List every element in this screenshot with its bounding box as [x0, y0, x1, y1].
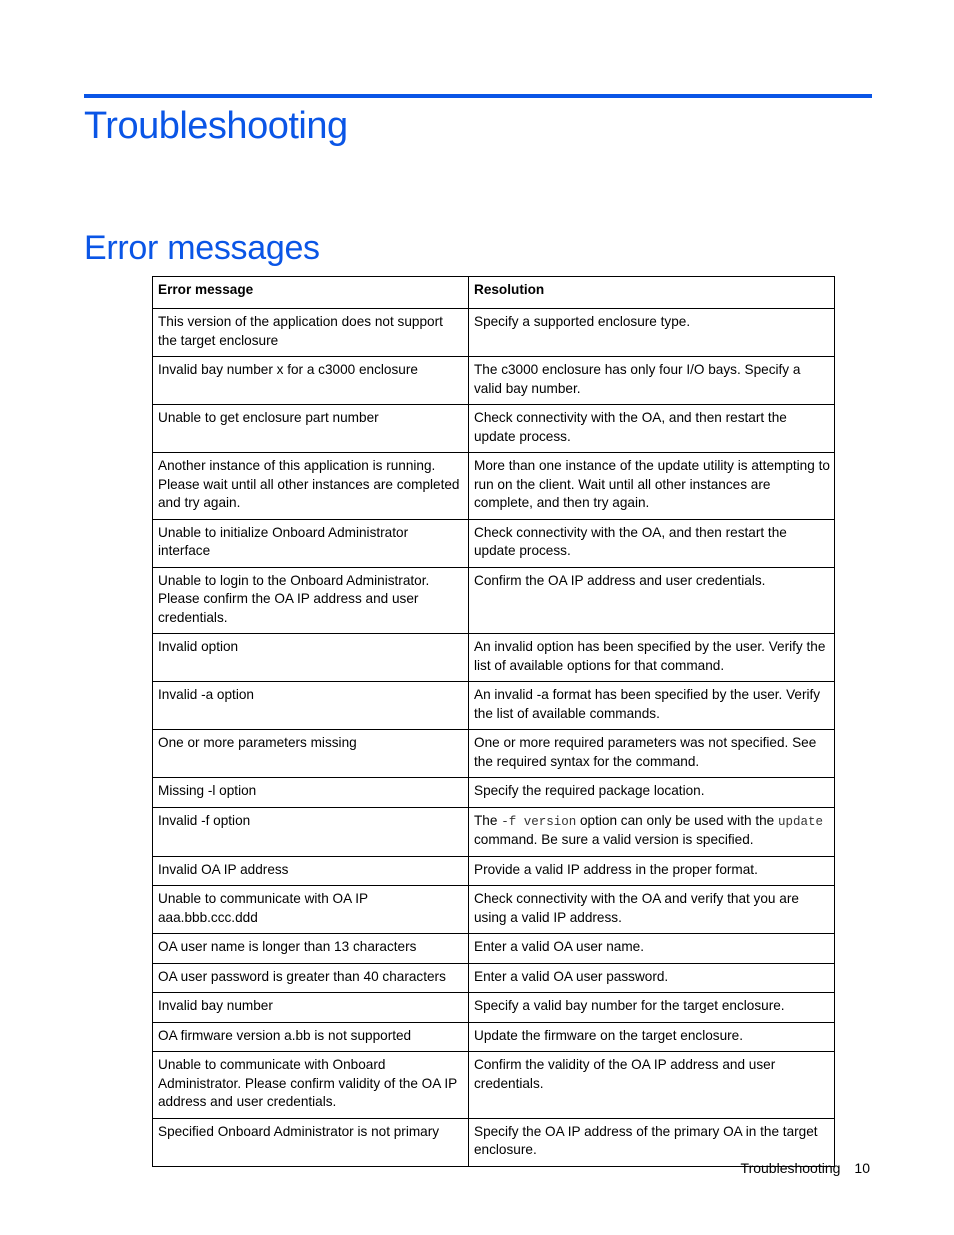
table-row	[153, 993, 835, 1023]
resolution-text: The	[474, 812, 502, 828]
table-row	[153, 453, 835, 520]
code-snippet: -f version	[501, 814, 577, 829]
error-message-cell: OA user name is longer than 13 characters	[153, 934, 469, 964]
header-error-message: Error message	[153, 277, 469, 309]
resolution-cell: Specify a supported enclosure type.	[469, 309, 835, 357]
error-message-cell: Invalid bay number x for a c3000 enclosure	[153, 357, 469, 405]
table-header-row	[153, 277, 835, 309]
error-message-cell: Invalid bay number	[153, 993, 469, 1023]
resolution-text: command. Be sure a valid version is specified.	[474, 832, 754, 847]
table-row	[153, 519, 835, 567]
page-number: 10	[854, 1160, 870, 1176]
table-row	[153, 1052, 835, 1119]
resolution-cell: Check connectivity with the OA, and then restart the update process.	[469, 519, 835, 567]
table-row	[153, 634, 835, 682]
resolution-cell: An invalid -a format has been specified by the user. Verify the list of available commands.	[469, 682, 835, 730]
resolution-cell: Specify the OA IP address of the primary OA in the target enclosure.	[469, 1118, 835, 1166]
resolution-text: option can only be used with the	[576, 812, 778, 828]
resolution-cell: Check connectivity with the OA and verify that you are using a valid IP address.	[469, 886, 835, 934]
resolution-cell: Check connectivity with the OA, and then restart the update process.	[469, 405, 835, 453]
table-row	[153, 405, 835, 453]
table-row	[153, 856, 835, 886]
error-message-cell: This version of the application does not support the target enclosure	[153, 309, 469, 357]
header-resolution: Resolution	[469, 277, 835, 309]
resolution-cell: Confirm the validity of the OA IP address and user credentials.	[469, 1052, 835, 1119]
table-row	[153, 778, 835, 808]
error-message-cell: One or more parameters missing	[153, 730, 469, 778]
table-row	[153, 730, 835, 778]
resolution-cell: More than one instance of the update utility is attempting to run on the client. Wait until all other instances are complete, and then try again.	[469, 453, 835, 520]
error-message-cell: Specified Onboard Administrator is not primary	[153, 1118, 469, 1166]
table-row	[153, 357, 835, 405]
error-message-cell: Unable to login to the Onboard Administrator. Please confirm the OA IP address and user credentials.	[153, 567, 469, 634]
table-row	[153, 1022, 835, 1052]
resolution-cell: An invalid option has been specified by the user. Verify the list of available options for that command.	[469, 634, 835, 682]
resolution-cell: Update the firmware on the target enclosure.	[469, 1022, 835, 1052]
error-messages-table	[152, 276, 835, 1167]
table-row	[153, 807, 835, 856]
error-message-cell: Another instance of this application is running. Please wait until all other instances are completed and try again.	[153, 453, 469, 520]
error-message-cell: Unable to communicate with Onboard Administrator. Please confirm validity of the OA IP address and user credentials.	[153, 1052, 469, 1119]
resolution-cell: One or more required parameters was not specified. See the required syntax for the command.	[469, 730, 835, 778]
resolution-cell: Enter a valid OA user name.	[469, 934, 835, 964]
table-row	[153, 963, 835, 993]
error-message-cell: Unable to communicate with OA IP aaa.bbb.ccc.ddd	[153, 886, 469, 934]
section-title: Error messages	[84, 229, 320, 267]
chapter-title: Troubleshooting	[84, 105, 348, 147]
error-message-cell: OA user password is greater than 40 characters	[153, 963, 469, 993]
table-row	[153, 309, 835, 357]
error-message-cell: Unable to get enclosure part number	[153, 405, 469, 453]
page-footer	[741, 1158, 870, 1178]
resolution-cell: Specify the required package location.	[469, 778, 835, 808]
table-row	[153, 1118, 835, 1166]
table-row	[153, 934, 835, 964]
chapter-rule	[84, 94, 872, 98]
error-message-cell: OA firmware version a.bb is not supported	[153, 1022, 469, 1052]
error-message-cell: Invalid option	[153, 634, 469, 682]
code-snippet: update	[778, 814, 824, 829]
resolution-cell: Specify a valid bay number for the target enclosure.	[469, 993, 835, 1023]
error-message-cell: Invalid -a option	[153, 682, 469, 730]
resolution-cell: Enter a valid OA user password.	[469, 963, 835, 993]
resolution-cell	[469, 807, 835, 856]
footer-section-title: Troubleshooting	[740, 1160, 841, 1176]
table-row	[153, 682, 835, 730]
table-row	[153, 567, 835, 634]
error-message-cell: Invalid OA IP address	[153, 856, 469, 886]
resolution-cell: The c3000 enclosure has only four I/O bays. Specify a valid bay number.	[469, 357, 835, 405]
table-row	[153, 886, 835, 934]
error-message-cell: Unable to initialize Onboard Administrator interface	[153, 519, 469, 567]
resolution-cell: Provide a valid IP address in the proper format.	[469, 856, 835, 886]
error-message-cell: Missing -l option	[153, 778, 469, 808]
error-message-cell: Invalid -f option	[153, 807, 469, 856]
resolution-cell: Confirm the OA IP address and user credentials.	[469, 567, 835, 634]
